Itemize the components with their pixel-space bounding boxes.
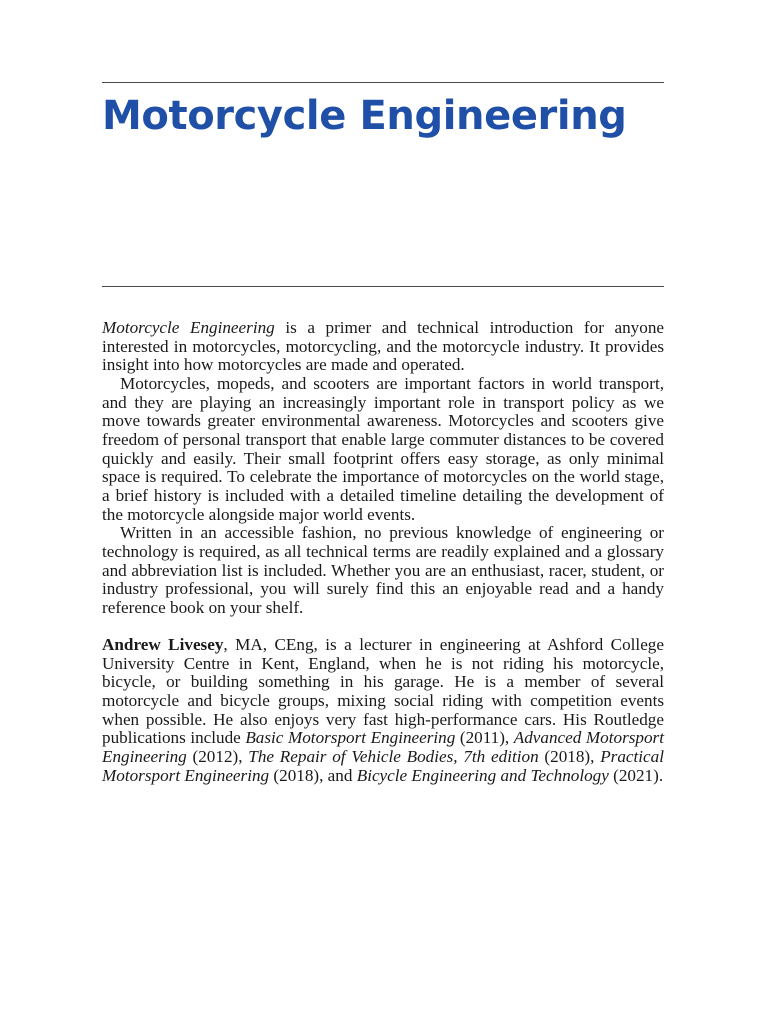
- description-paragraph-2: Motorcycles, mopeds, and scooters are important factors in world transport, and they are playing an increasingly important role in transport policy as we move towards greater environmental awareness. Motorcycles and scooters give freedom of personal transport that enable large commuter distances to be covered quickly and easily. Their small footprint offers easy storage, as only minimal space is required. To celebrate the importance of motorcycles on the world stage, a brief history is included with a detailed timeline detailing the development of the motorcycle alongside major world events.: [102, 373, 664, 524]
- description-text-1: is a primer and technical introduction for anyone interested in motorcycles, motorcycling, and the motorcycle industry. It provides insight into how motorcycles are made and operated.: [102, 318, 664, 375]
- publication-title: Bicycle Engineering and Technology: [356, 765, 609, 785]
- author-bio-paragraph: [102, 636, 664, 785]
- book-title: Motorcycle Engineering: [102, 93, 627, 139]
- publication-title: Practical Motorsport Engineering: [102, 747, 664, 785]
- blurb-text: [102, 319, 664, 785]
- publication-year: (2018), and: [269, 765, 357, 785]
- author-name: Andrew Livesey: [102, 635, 224, 655]
- publication-year: (2011),: [455, 728, 514, 748]
- publication-year: (2021).: [608, 765, 664, 785]
- publication-title: The Repair of Vehicle Bodies, 7th edition: [248, 747, 539, 767]
- middle-rule: [102, 286, 664, 287]
- description-paragraph-3: Written in an accessible fashion, no previous knowledge of engineering or technology is required, as all technical terms are readily explained and a glossary and abbreviation list is included. Whether you are an enthusiast, racer, student, or industry professional, you will surely find this an enjoyable read and a handy reference book on your shelf.: [102, 523, 664, 617]
- top-rule: [102, 82, 664, 83]
- publication-title: Advanced Motorsport Engineering: [102, 728, 664, 767]
- publication-year: (2012),: [186, 747, 249, 767]
- author-bio-text: , MA, CEng, is a lecturer in engineering at Ashford College University Centre in Kent, England, when he is not riding his motorcycle, bicycle, or building something in his garage. He is a member of several motorcycle and bicycle groups, mixing social riding with competition events when possible. He also enjoys very fast high-performance cars. His Routledge publications include: [102, 635, 664, 748]
- publication-year: (2018),: [538, 747, 601, 767]
- description-paragraph-1: [102, 319, 664, 375]
- book-title-inline: Motorcycle Engineering: [102, 318, 275, 337]
- publication-title: Basic Motorsport Engineering: [245, 728, 456, 748]
